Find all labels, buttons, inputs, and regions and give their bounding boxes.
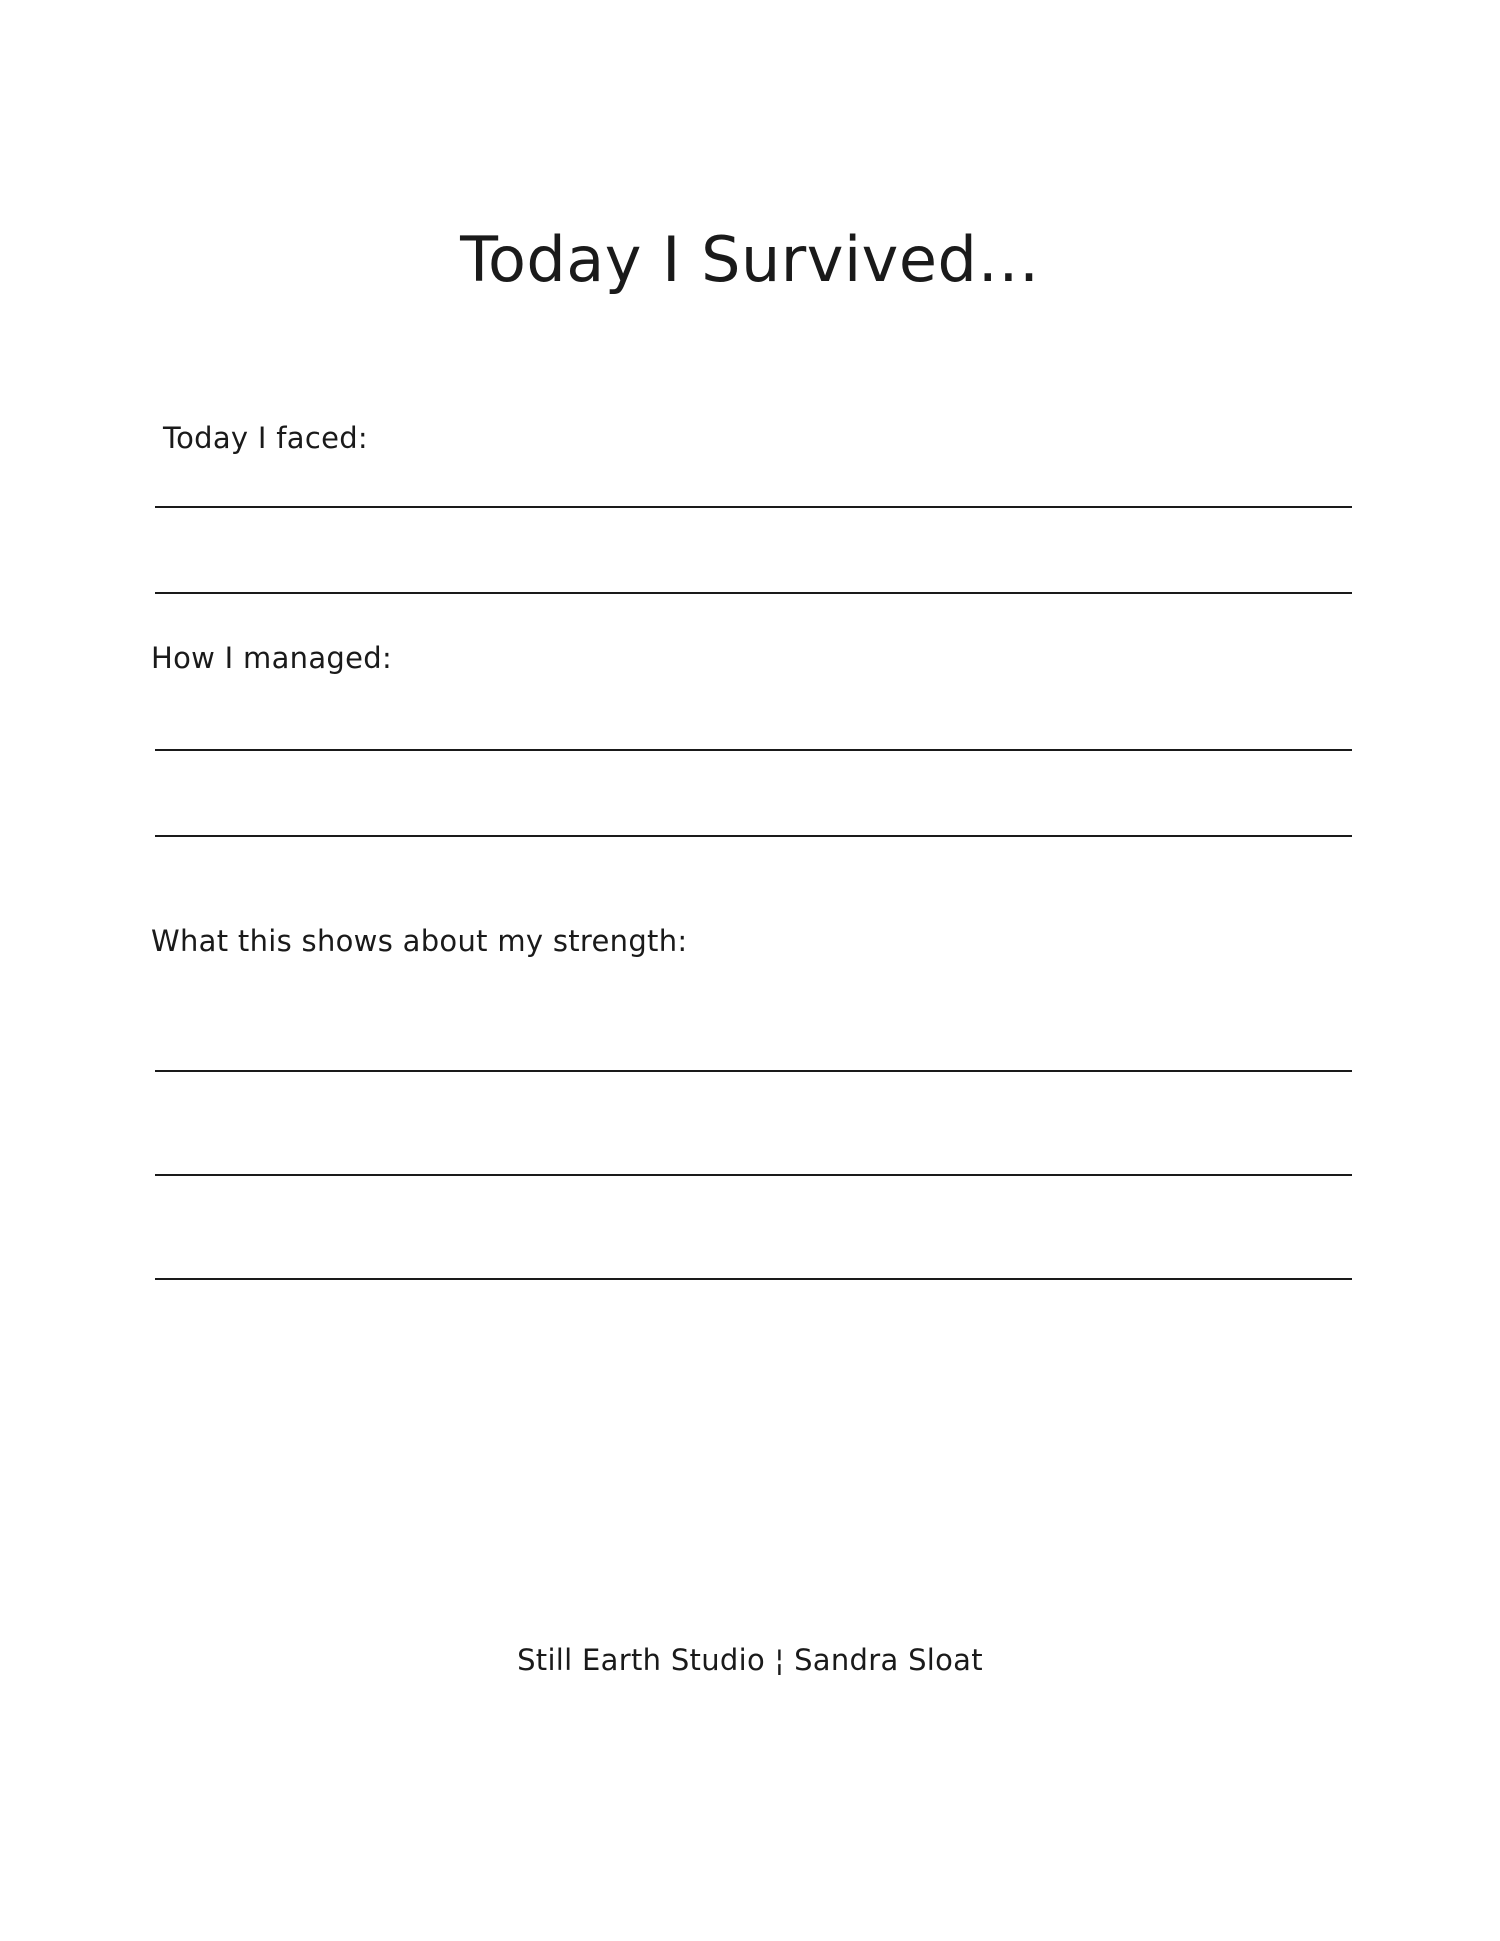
footer-credit: Still Earth Studio ¦ Sandra Sloat <box>517 1643 983 1677</box>
writing-line[interactable] <box>155 1278 1352 1280</box>
writing-line[interactable] <box>155 1070 1352 1072</box>
section-label-what-this-shows: What this shows about my strength: <box>151 924 688 958</box>
page-title: Today I Survived… <box>460 223 1040 296</box>
section-label-today-i-faced: Today I faced: <box>163 421 369 455</box>
section-label-how-i-managed: How I managed: <box>151 641 393 675</box>
writing-line[interactable] <box>155 749 1352 751</box>
writing-line[interactable] <box>155 1174 1352 1176</box>
writing-line[interactable] <box>155 506 1352 508</box>
writing-line[interactable] <box>155 592 1352 594</box>
writing-line[interactable] <box>155 835 1352 837</box>
